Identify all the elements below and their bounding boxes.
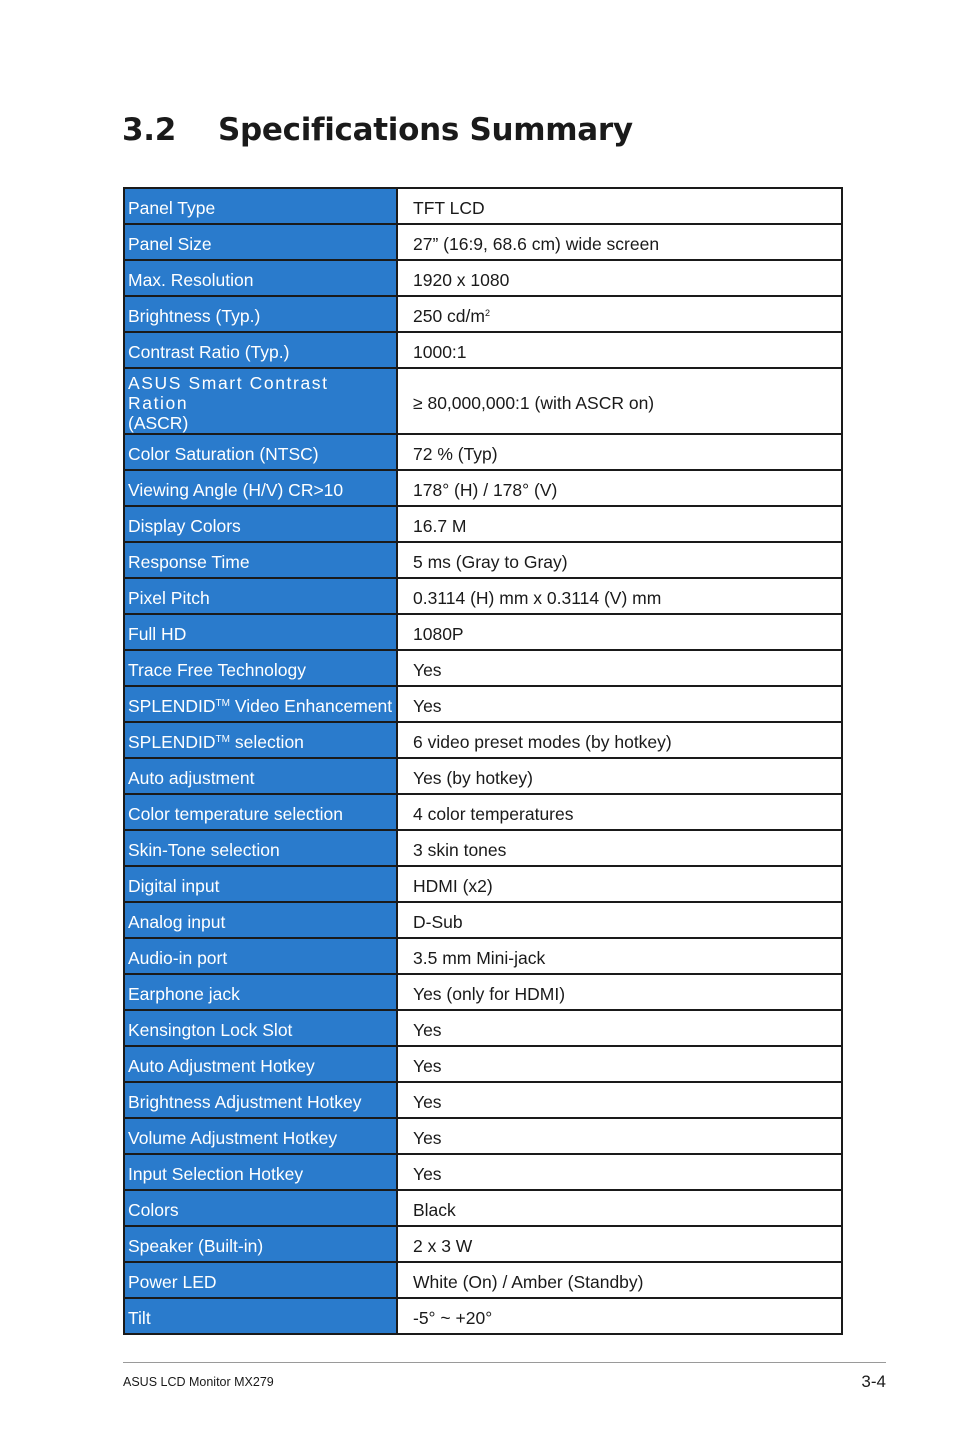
spec-label-prefix: SPLENDID xyxy=(128,732,216,752)
spec-label: Digital input xyxy=(124,866,397,902)
spec-value-text: 250 cd/m xyxy=(413,306,485,326)
table-row xyxy=(124,794,842,830)
table-row xyxy=(124,578,842,614)
spec-label: Color temperature selection xyxy=(124,794,397,830)
spec-value: HDMI (x2) xyxy=(397,866,842,902)
spec-label: Brightness (Typ.) xyxy=(124,296,397,332)
table-row xyxy=(124,902,842,938)
spec-label: Response Time xyxy=(124,542,397,578)
spec-value: Yes xyxy=(397,1154,842,1190)
table-row xyxy=(124,368,842,434)
table-row xyxy=(124,866,842,902)
spec-label xyxy=(124,722,397,758)
spec-label: Trace Free Technology xyxy=(124,650,397,686)
section-title: Specifications Summary xyxy=(218,112,633,148)
superscript: 2 xyxy=(484,308,490,318)
spec-value: 1000:1 xyxy=(397,332,842,368)
spec-label: Max. Resolution xyxy=(124,260,397,296)
table-row xyxy=(124,260,842,296)
spec-value: Yes (only for HDMI) xyxy=(397,974,842,1010)
spec-value: TFT LCD xyxy=(397,188,842,224)
spec-label: Color Saturation (NTSC) xyxy=(124,434,397,470)
spec-label: Input Selection Hotkey xyxy=(124,1154,397,1190)
spec-label-prefix: SPLENDID xyxy=(128,696,216,716)
spec-label: Contrast Ratio (Typ.) xyxy=(124,332,397,368)
table-row xyxy=(124,614,842,650)
table-row xyxy=(124,1262,842,1298)
table-row xyxy=(124,1154,842,1190)
spec-label: Speaker (Built-in) xyxy=(124,1226,397,1262)
spec-value: Black xyxy=(397,1190,842,1226)
spec-label: Auto Adjustment Hotkey xyxy=(124,1046,397,1082)
spec-label-suffix: selection xyxy=(229,732,304,752)
footer-product-name: ASUS LCD Monitor MX279 xyxy=(123,1375,274,1389)
spec-value: 178° (H) / 178° (V) xyxy=(397,470,842,506)
table-row xyxy=(124,296,842,332)
spec-value: ≥ 80,000,000:1 (with ASCR on) xyxy=(397,368,842,434)
page-number: 3-4 xyxy=(861,1372,886,1391)
table-row xyxy=(124,332,842,368)
spec-label: Analog input xyxy=(124,902,397,938)
table-row xyxy=(124,1082,842,1118)
spec-value: Yes xyxy=(397,650,842,686)
page-heading xyxy=(122,112,633,148)
spec-label: Tilt xyxy=(124,1298,397,1334)
table-row xyxy=(124,542,842,578)
spec-label: Power LED xyxy=(124,1262,397,1298)
spec-value xyxy=(397,296,842,332)
spec-value: Yes xyxy=(397,1118,842,1154)
spec-value: 3 skin tones xyxy=(397,830,842,866)
spec-value: -5° ~ +20° xyxy=(397,1298,842,1334)
table-row xyxy=(124,974,842,1010)
table-row xyxy=(124,470,842,506)
spec-label: Skin-Tone selection xyxy=(124,830,397,866)
table-row xyxy=(124,188,842,224)
table-row xyxy=(124,1046,842,1082)
spec-label: Display Colors xyxy=(124,506,397,542)
spec-label: Colors xyxy=(124,1190,397,1226)
table-row xyxy=(124,1118,842,1154)
table-row xyxy=(124,686,842,722)
spec-label: Volume Adjustment Hotkey xyxy=(124,1118,397,1154)
spec-value: 0.3114 (H) mm x 0.3114 (V) mm xyxy=(397,578,842,614)
section-number: 3.2 xyxy=(122,112,177,148)
trademark-mark: TM xyxy=(215,734,230,745)
trademark-mark: TM xyxy=(215,698,230,709)
footer-divider xyxy=(123,1362,886,1363)
spec-label: Earphone jack xyxy=(124,974,397,1010)
spec-label-line1: ASUS Smart Contrast Ration xyxy=(128,373,329,413)
spec-value: 6 video preset modes (by hotkey) xyxy=(397,722,842,758)
spec-label: Panel Size xyxy=(124,224,397,260)
specifications-table xyxy=(123,187,843,1335)
table-row xyxy=(124,1190,842,1226)
spec-value: 5 ms (Gray to Gray) xyxy=(397,542,842,578)
spec-value: 27” (16:9, 68.6 cm) wide screen xyxy=(397,224,842,260)
spec-value: 2 x 3 W xyxy=(397,1226,842,1262)
spec-value: 72 % (Typ) xyxy=(397,434,842,470)
spec-value: White (On) / Amber (Standby) xyxy=(397,1262,842,1298)
spec-value: 1920 x 1080 xyxy=(397,260,842,296)
table-row xyxy=(124,938,842,974)
table-row xyxy=(124,1298,842,1334)
spec-label: Kensington Lock Slot xyxy=(124,1010,397,1046)
table-row xyxy=(124,224,842,260)
table-row xyxy=(124,758,842,794)
table-row xyxy=(124,506,842,542)
spec-value: Yes xyxy=(397,686,842,722)
table-row xyxy=(124,650,842,686)
spec-label: Brightness Adjustment Hotkey xyxy=(124,1082,397,1118)
spec-label: Panel Type xyxy=(124,188,397,224)
table-row xyxy=(124,1226,842,1262)
spec-value: 16.7 M xyxy=(397,506,842,542)
table-row xyxy=(124,1010,842,1046)
spec-value: D-Sub xyxy=(397,902,842,938)
spec-value: Yes xyxy=(397,1046,842,1082)
table-row xyxy=(124,830,842,866)
spec-value: Yes xyxy=(397,1010,842,1046)
spec-label: Viewing Angle (H/V) CR>10 xyxy=(124,470,397,506)
table-row xyxy=(124,434,842,470)
table-row xyxy=(124,722,842,758)
spec-value: 1080P xyxy=(397,614,842,650)
spec-label: Audio-in port xyxy=(124,938,397,974)
spec-label-suffix: Video Enhancement xyxy=(229,696,393,716)
spec-value: 3.5 mm Mini-jack xyxy=(397,938,842,974)
spec-value: Yes xyxy=(397,1082,842,1118)
spec-value: Yes (by hotkey) xyxy=(397,758,842,794)
spec-label xyxy=(124,686,397,722)
spec-label-line2: (ASCR) xyxy=(128,413,189,433)
spec-label: Auto adjustment xyxy=(124,758,397,794)
spec-label: Full HD xyxy=(124,614,397,650)
spec-label: Pixel Pitch xyxy=(124,578,397,614)
spec-value: 4 color temperatures xyxy=(397,794,842,830)
spec-label xyxy=(124,368,397,434)
